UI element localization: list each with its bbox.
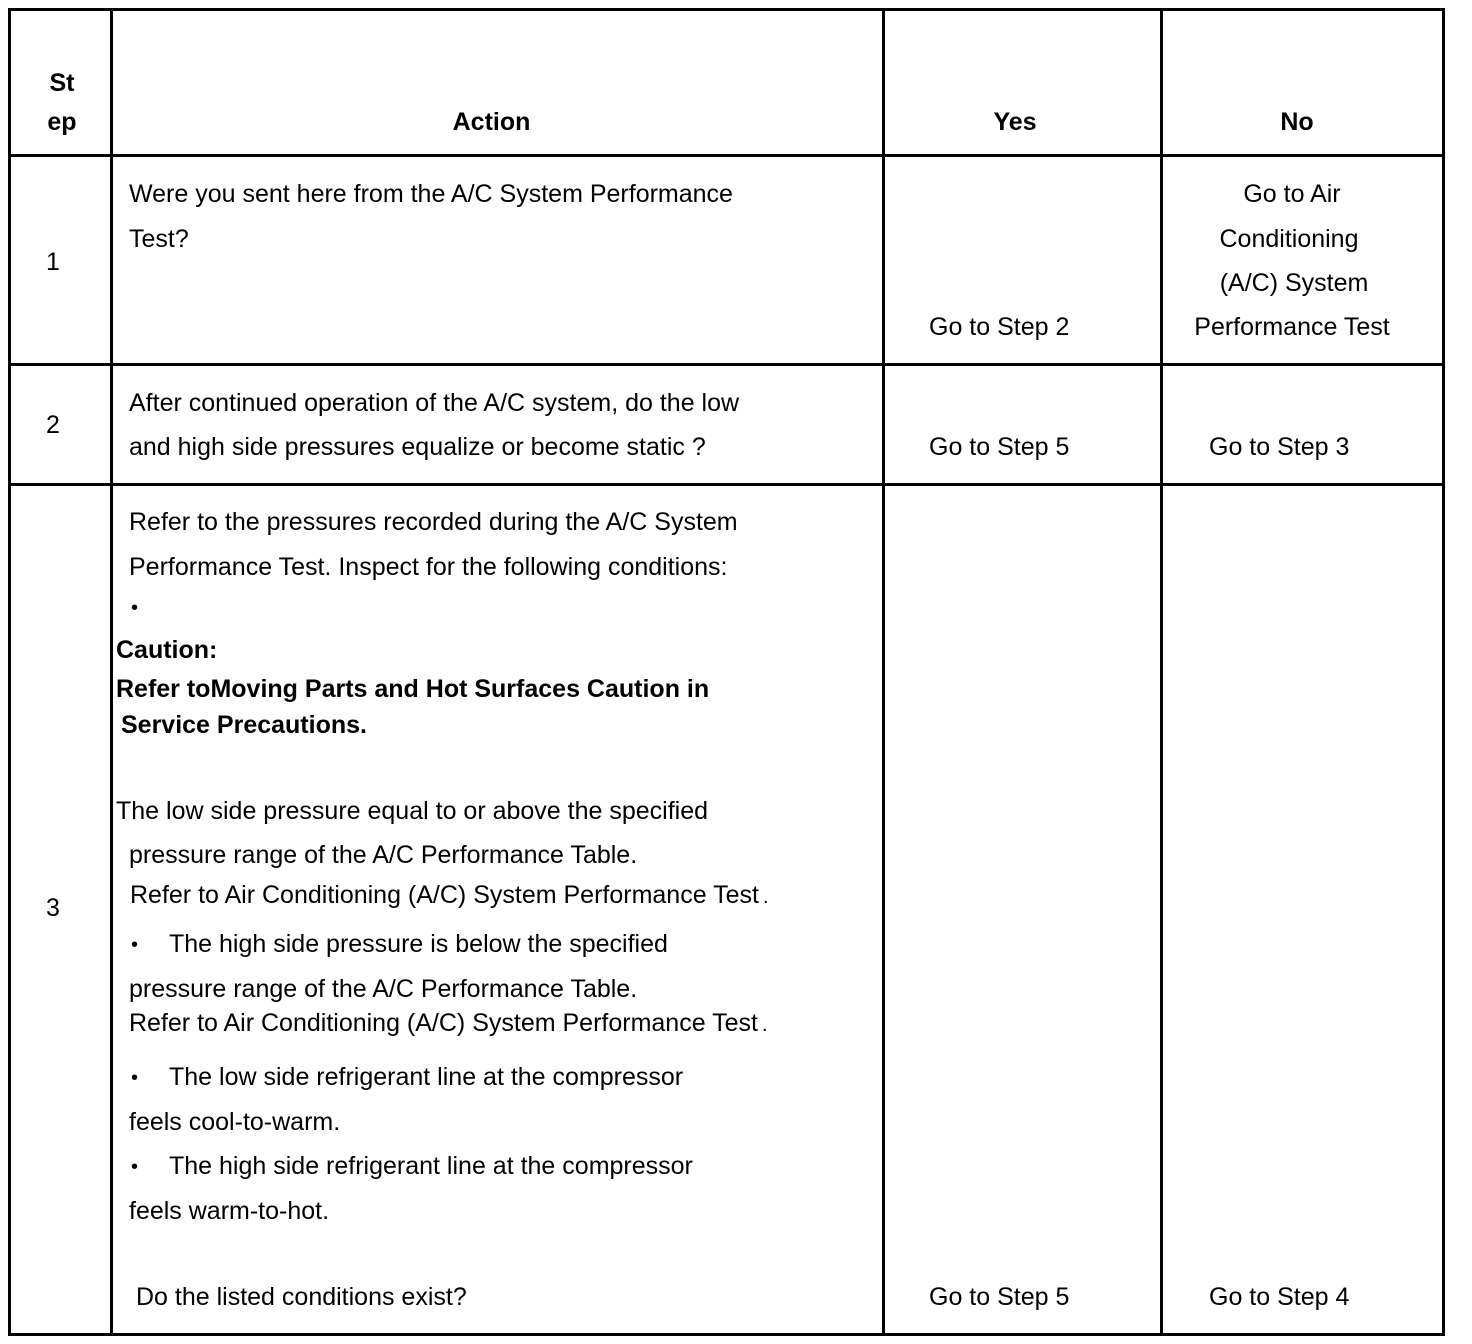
condition3-line1: The low side refrigerant line at the compressor [169,1063,684,1091]
row-divider-header [8,154,1445,157]
reference-link-text[interactable]: Refer to Air Conditioning (A/C) System Performance Test [130,881,759,909]
step-number-2: 2 [46,411,60,439]
row1-yes-link[interactable]: Go to Step 2 [929,313,1070,341]
row1-action-line1: Were you sent here from the A/C System Performance [129,180,733,208]
header-action: Action [452,108,531,136]
table-border-left [8,8,11,1336]
row2-action-line1: After continued operation of the A/C system, do the low [129,389,740,417]
condition1-reference-link[interactable] [130,880,769,912]
condition2-reference-link[interactable] [129,1008,768,1040]
table-border-bottom [8,1333,1445,1336]
condition2-line1: The high side pressure is below the specified [169,930,668,958]
condition1-line1: The low side pressure equal to or above the specified [116,797,709,825]
row3-question: Do the listed conditions exist? [136,1283,467,1311]
row1-no-link-line3[interactable]: (A/C) System [1219,269,1369,297]
row1-no-link-line4[interactable]: Performance Test [1194,313,1390,341]
row2-no-link[interactable]: Go to Step 3 [1209,433,1350,461]
row3-no-link[interactable]: Go to Step 4 [1209,1283,1350,1311]
step-number-1: 1 [46,248,60,276]
row-divider-2 [8,483,1445,486]
row1-no-link-line1[interactable]: Go to Air [1243,180,1341,208]
caution-label: Caution: [116,636,218,664]
condition4-line1: The high side refrigerant line at the compressor [169,1152,693,1180]
row2-action-line2: and high side pressures equalize or become static ? [129,433,706,461]
reference-link-text[interactable]: Refer to Air Conditioning (A/C) System Performance Test [129,1009,758,1037]
header-no: No [1280,108,1314,136]
row1-action-line2: Test? [129,225,189,253]
step-number-3: 3 [46,894,60,922]
row-divider-1 [8,363,1445,366]
row3-yes-link[interactable]: Go to Step 5 [929,1283,1070,1311]
bullet-icon: • [131,597,139,619]
condition1-line2: pressure range of the A/C Performance Table. [129,841,638,869]
row2-yes-link[interactable]: Go to Step 5 [929,433,1070,461]
bullet-icon: • [131,1067,139,1089]
condition2-line2: pressure range of the A/C Performance Table. [129,975,638,1003]
header-step-line2: ep [47,108,77,136]
column-divider-action [882,8,885,1336]
row3-intro-line1: Refer to the pressures recorded during the A/C System [129,508,738,536]
table-border-top [8,8,1445,11]
column-divider-step [110,8,113,1336]
caution-text-line2: Service Precautions. [121,711,367,739]
caution-text-line1: Refer toMoving Parts and Hot Surfaces Caution in [116,675,710,703]
row1-no-link-line2[interactable]: Conditioning [1219,225,1359,253]
header-yes: Yes [993,108,1037,136]
reference-period: . [761,1014,768,1036]
bullet-icon: • [131,934,139,956]
condition4-line2: feels warm-to-hot. [129,1197,330,1225]
bullet-icon: • [131,1156,139,1178]
condition3-line2: feels cool-to-warm. [129,1108,341,1136]
table-border-right [1442,8,1445,1336]
reference-period: . [762,886,769,908]
header-step-line1: St [49,69,75,97]
row3-intro-line2: Performance Test. Inspect for the following conditions: [129,553,728,581]
